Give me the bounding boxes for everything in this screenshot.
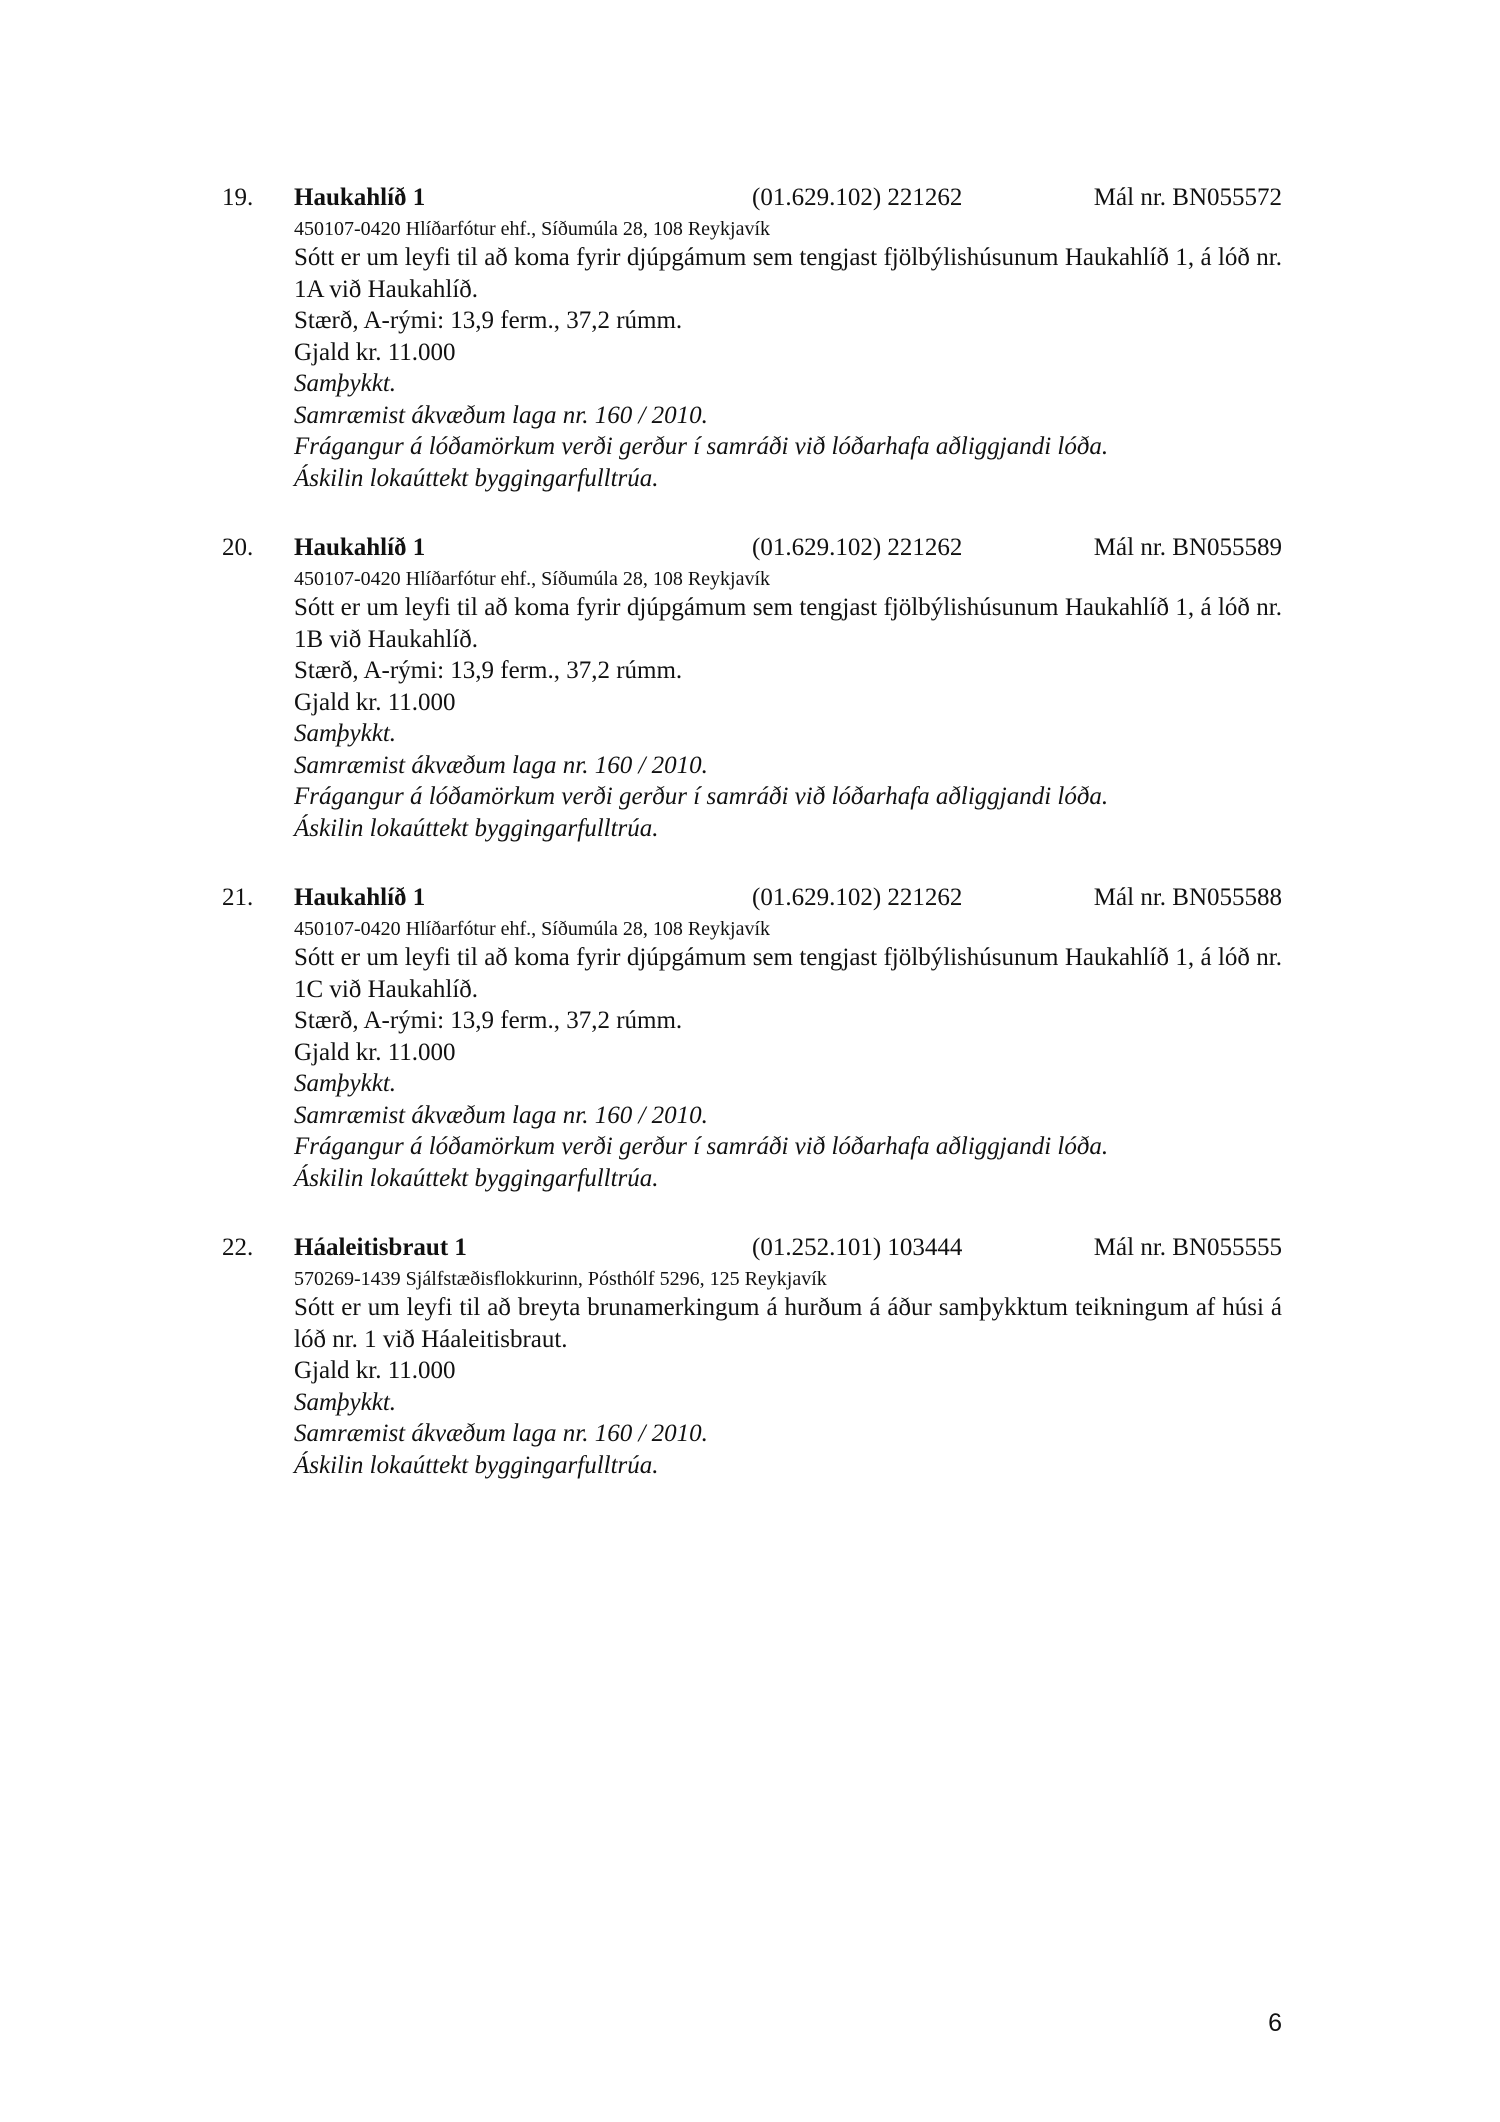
- boundary-note: Frágangur á lóðamörkum verði gerður í samráði við lóðarhafa aðliggjandi lóða.: [294, 1133, 1109, 1160]
- entry-body: [294, 1266, 1282, 1481]
- entry-number: 20.: [222, 534, 254, 561]
- entry-number: 19.: [222, 184, 254, 211]
- entry-header: [222, 1230, 1282, 1266]
- property-address: Haukahlíð 1: [294, 184, 426, 211]
- case-number: Mál nr. BN055555: [1093, 1234, 1282, 1261]
- case-entry: [222, 180, 1282, 494]
- description: Sótt er um leyfi til að koma fyrir djúpgámum sem tengjast fjölbýlishúsunum Haukahlíð 1, á lóð nr. 1A við Haukahlíð.: [294, 244, 1282, 303]
- entry-number: 22.: [222, 1234, 254, 1261]
- entry-header: [222, 530, 1282, 566]
- case-number: Mál nr. BN055589: [1093, 534, 1282, 561]
- applicant: 450107-0420 Hlíðarfótur ehf., Síðumúla 28, 108 Reykjavík: [294, 918, 771, 940]
- applicant: 450107-0420 Hlíðarfótur ehf., Síðumúla 28, 108 Reykjavík: [294, 218, 771, 240]
- inspection-note: Áskilin lokaúttekt byggingarfulltrúa.: [294, 1451, 659, 1479]
- description: Sótt er um leyfi til að koma fyrir djúpgámum sem tengjast fjölbýlishúsunum Haukahlíð 1, á lóð nr. 1C við Haukahlíð.: [294, 944, 1282, 1003]
- applicant: 450107-0420 Hlíðarfótur ehf., Síðumúla 28, 108 Reykjavík: [294, 568, 771, 590]
- inspection-note: Áskilin lokaúttekt byggingarfulltrúa.: [294, 1164, 659, 1192]
- land-id: (01.252.101) 103444: [752, 1234, 963, 1261]
- conformity-note: Samræmist ákvæðum laga nr. 160 / 2010.: [294, 751, 708, 779]
- land-id: (01.629.102) 221262: [752, 184, 963, 211]
- fee-line: Gjald kr. 11.000: [294, 1357, 456, 1384]
- description: Sótt er um leyfi til að koma fyrir djúpgámum sem tengjast fjölbýlishúsunum Haukahlíð 1, á lóð nr. 1B við Haukahlíð.: [294, 594, 1282, 653]
- size-line: Stærð, A-rými: 13,9 ferm., 37,2 rúmm.: [294, 657, 683, 684]
- entry-body: [294, 916, 1282, 1194]
- case-number: Mál nr. BN055572: [1093, 184, 1282, 211]
- conformity-note: Samræmist ákvæðum laga nr. 160 / 2010.: [294, 1101, 708, 1129]
- property-address: Háaleitisbraut 1: [294, 1234, 467, 1261]
- boundary-note: Frágangur á lóðamörkum verði gerður í samráði við lóðarhafa aðliggjandi lóða.: [294, 783, 1109, 810]
- conformity-note: Samræmist ákvæðum laga nr. 160 / 2010.: [294, 401, 708, 429]
- fee-line: Gjald kr. 11.000: [294, 1038, 456, 1066]
- decision: Samþykkt.: [294, 1388, 397, 1416]
- inspection-note: Áskilin lokaúttekt byggingarfulltrúa.: [294, 814, 659, 842]
- land-id: (01.629.102) 221262: [752, 534, 963, 561]
- fee-line: Gjald kr. 11.000: [294, 338, 456, 366]
- applicant: 570269-1439 Sjálfstæðisflokkurinn, Pósthólf 5296, 125 Reykjavík: [294, 1268, 827, 1290]
- property-address: Haukahlíð 1: [294, 884, 426, 911]
- size-line: Stærð, A-rými: 13,9 ferm., 37,2 rúmm.: [294, 307, 683, 334]
- property-address: Haukahlíð 1: [294, 534, 426, 561]
- fee-line: Gjald kr. 11.000: [294, 688, 456, 716]
- description: Sótt er um leyfi til að breyta brunamerkingum á hurðum á áður samþykktum teikningum af húsi á lóð nr. 1 við Háaleitisbraut.: [294, 1294, 1282, 1353]
- decision: Samþykkt.: [294, 370, 397, 397]
- entry-header: [222, 180, 1282, 216]
- size-line: Stærð, A-rými: 13,9 ferm., 37,2 rúmm.: [294, 1007, 683, 1034]
- case-entry: [222, 530, 1282, 844]
- entry-number: 21.: [222, 884, 254, 911]
- conformity-note: Samræmist ákvæðum laga nr. 160 / 2010.: [294, 1420, 708, 1447]
- inspection-note: Áskilin lokaúttekt byggingarfulltrúa.: [294, 464, 659, 492]
- case-entry: [222, 1230, 1282, 1481]
- entry-body: [294, 566, 1282, 844]
- decision: Samþykkt.: [294, 1070, 397, 1097]
- case-entry: [222, 880, 1282, 1194]
- entry-body: [294, 216, 1282, 494]
- page-number: 6: [1268, 2009, 1282, 2037]
- entry-header: [222, 880, 1282, 916]
- land-id: (01.629.102) 221262: [752, 884, 963, 911]
- boundary-note: Frágangur á lóðamörkum verði gerður í samráði við lóðarhafa aðliggjandi lóða.: [294, 433, 1109, 460]
- decision: Samþykkt.: [294, 720, 397, 747]
- case-number: Mál nr. BN055588: [1093, 884, 1282, 911]
